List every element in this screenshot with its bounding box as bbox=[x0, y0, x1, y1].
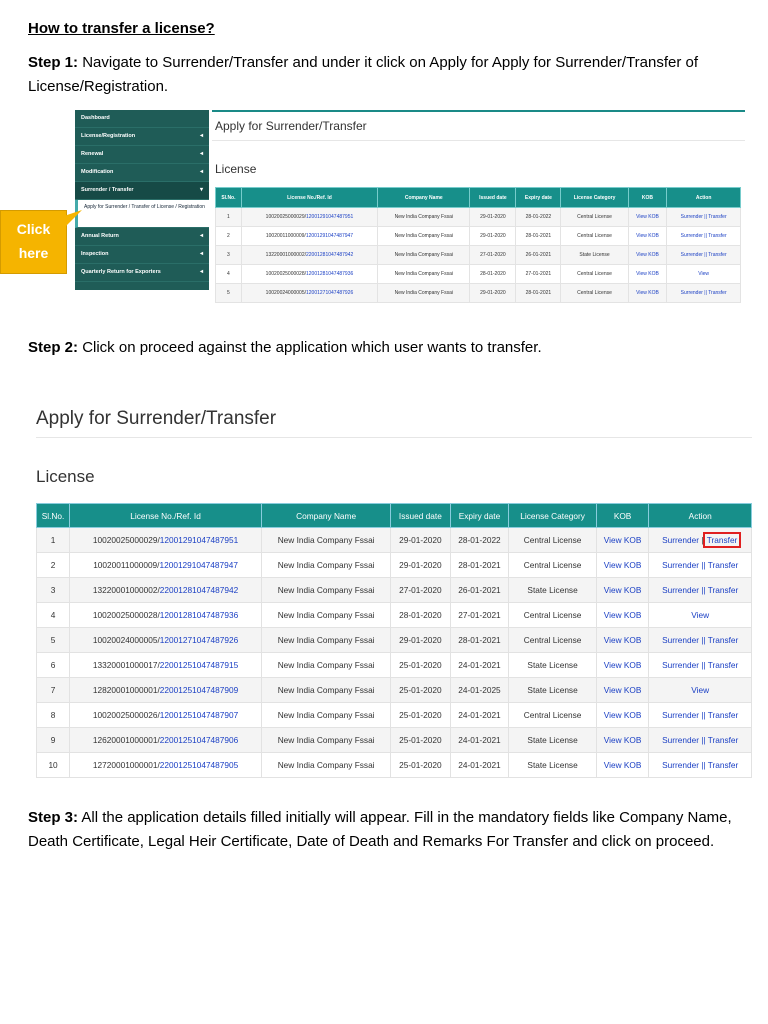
cell-action bbox=[667, 246, 741, 265]
cell-expiry: 28-01-2021 bbox=[516, 284, 561, 303]
column-header: KOB bbox=[596, 504, 649, 528]
cell-category: State License bbox=[509, 653, 596, 678]
cell-expiry: 24-01-2021 bbox=[450, 703, 509, 728]
view-kob-link[interactable]: View KOB bbox=[603, 660, 642, 670]
cell-company: New India Company Fssai bbox=[262, 603, 391, 628]
cell-kob bbox=[628, 208, 667, 227]
sidebar-item-label: Annual Return bbox=[81, 233, 119, 239]
cell-issued: 29-01-2020 bbox=[470, 227, 516, 246]
action-link[interactable]: Surrender || Transfer bbox=[662, 735, 739, 745]
cell-issued: 29-01-2020 bbox=[391, 553, 450, 578]
cell-kob bbox=[628, 246, 667, 265]
cell-issued: 25-01-2020 bbox=[391, 678, 450, 703]
step-2-label: Step 2: bbox=[28, 339, 79, 356]
table-row bbox=[37, 728, 752, 753]
chevron-icon: ▾ bbox=[199, 187, 203, 193]
table-row bbox=[216, 246, 741, 265]
cell-expiry: 26-01-2021 bbox=[450, 578, 509, 603]
cell-company: New India Company Fssai bbox=[378, 208, 470, 227]
cell-kob bbox=[596, 603, 649, 628]
license-number: 10020025000029/ bbox=[92, 535, 160, 545]
chevron-icon: ◂ bbox=[199, 251, 203, 257]
table-row bbox=[37, 678, 752, 703]
ref-id-link[interactable]: 12001291047487951 bbox=[159, 535, 239, 545]
ref-id-link[interactable]: 12001291047487947 bbox=[159, 560, 238, 570]
ref-id-link[interactable]: 22001281047487942 bbox=[306, 252, 354, 258]
ref-id-link[interactable]: 12001291047487951 bbox=[306, 214, 354, 220]
cell-issued: 29-01-2020 bbox=[470, 208, 516, 227]
cell-expiry: 24-01-2025 bbox=[450, 678, 509, 703]
chevron-icon: ◂ bbox=[199, 133, 203, 139]
cell-company: New India Company Fssai bbox=[262, 628, 391, 653]
cell-license-no bbox=[70, 553, 262, 578]
license-number: 13220001000002/ bbox=[265, 252, 306, 258]
cell-company: New India Company Fssai bbox=[262, 553, 391, 578]
cell-kob bbox=[596, 678, 649, 703]
cell-license-no bbox=[241, 227, 377, 246]
action-link[interactable]: Surrender || Transfer bbox=[662, 660, 739, 670]
cell-action bbox=[649, 703, 752, 728]
step-3-label: Step 3: bbox=[28, 809, 79, 826]
column-header: Issued date bbox=[470, 188, 516, 208]
cell-company: New India Company Fssai bbox=[262, 528, 391, 553]
step-2 bbox=[28, 336, 743, 360]
license-heading-small: License bbox=[215, 162, 257, 176]
cell-issued: 25-01-2020 bbox=[391, 753, 450, 778]
view-kob-link[interactable]: View KOB bbox=[603, 560, 642, 570]
cell-company: New India Company Fssai bbox=[262, 578, 391, 603]
ref-id-link[interactable]: 22001251047487905 bbox=[159, 760, 239, 770]
cell-license-no bbox=[70, 653, 262, 678]
sidebar-item[interactable] bbox=[75, 110, 209, 128]
top-accent-line bbox=[212, 110, 745, 112]
cell-kob bbox=[596, 578, 649, 603]
apply-title: Apply for Surrender/Transfer bbox=[36, 408, 277, 429]
ref-id-link[interactable]: 12001271047487926 bbox=[159, 635, 239, 645]
cell-sl-no: 2 bbox=[216, 227, 242, 246]
table-row bbox=[37, 578, 752, 603]
ref-id-link[interactable]: 22001251047487906 bbox=[159, 735, 239, 745]
table-row bbox=[37, 553, 752, 578]
cell-sl-no: 1 bbox=[216, 208, 242, 227]
cell-sl-no: 3 bbox=[216, 246, 242, 265]
cell-sl-no: 2 bbox=[37, 553, 70, 578]
license-number: 10020011000009/ bbox=[93, 560, 160, 570]
ref-id-link[interactable]: 22001251047487909 bbox=[159, 685, 239, 695]
ref-id-link[interactable]: 22001251047487915 bbox=[159, 660, 239, 670]
view-kob-link[interactable]: View KOB bbox=[603, 535, 642, 545]
cell-category: Central License bbox=[561, 227, 628, 246]
cell-kob bbox=[596, 753, 649, 778]
cell-action bbox=[649, 678, 752, 703]
cell-kob bbox=[628, 284, 667, 303]
license-number: 12720001000001/ bbox=[92, 760, 160, 770]
sidebar-item[interactable] bbox=[75, 128, 209, 146]
cell-category: State License bbox=[509, 728, 596, 753]
sidebar-item-label: Modification bbox=[81, 169, 114, 175]
action-link[interactable]: Surrender || Transfer bbox=[662, 585, 739, 595]
cell-sl-no: 5 bbox=[216, 284, 242, 303]
action-link[interactable]: Surrender || Transfer bbox=[662, 635, 739, 645]
column-header: Action bbox=[667, 188, 741, 208]
sidebar-item-label: Apply for Surrender / Transfer of License / Registration bbox=[84, 204, 205, 210]
cell-action bbox=[649, 753, 752, 778]
sidebar-item[interactable] bbox=[75, 146, 209, 164]
apply-title-small: Apply for Surrender/Transfer bbox=[215, 119, 367, 133]
cell-company: New India Company Fssai bbox=[378, 227, 470, 246]
cell-action bbox=[667, 208, 741, 227]
column-header: Sl.No. bbox=[216, 188, 242, 208]
callout-line-2: here bbox=[18, 245, 49, 261]
view-kob-link[interactable]: View KOB bbox=[636, 252, 659, 258]
sidebar-item[interactable] bbox=[75, 264, 209, 282]
cell-action bbox=[649, 628, 752, 653]
view-kob-link[interactable]: View KOB bbox=[603, 685, 642, 695]
cell-expiry: 24-01-2021 bbox=[450, 653, 509, 678]
column-header: Company Name bbox=[378, 188, 470, 208]
cell-issued: 25-01-2020 bbox=[391, 703, 450, 728]
table-row bbox=[37, 528, 752, 553]
view-kob-link[interactable]: View KOB bbox=[603, 710, 642, 720]
cell-kob bbox=[596, 728, 649, 753]
column-header: License No./Ref. Id bbox=[241, 188, 377, 208]
cell-issued: 27-01-2020 bbox=[470, 246, 516, 265]
license-number: 13220001000002/ bbox=[92, 585, 160, 595]
cell-issued: 28-01-2020 bbox=[470, 265, 516, 284]
cell-kob bbox=[596, 553, 649, 578]
cell-expiry: 28-01-2021 bbox=[516, 227, 561, 246]
sidebar-item-label: Quarterly Return for Exporters bbox=[81, 269, 161, 275]
cell-sl-no: 8 bbox=[37, 703, 70, 728]
sidebar-item-label: Dashboard bbox=[81, 115, 110, 121]
action-link[interactable]: Surrender || Transfer bbox=[662, 710, 739, 720]
action-link[interactable]: Surrender || Transfer bbox=[662, 760, 739, 770]
sidebar-item-label: Surrender / Transfer bbox=[81, 187, 134, 193]
cell-action bbox=[667, 227, 741, 246]
sidebar-item[interactable] bbox=[75, 182, 209, 200]
action-link[interactable]: Surrender || Transfer bbox=[680, 290, 727, 296]
chevron-icon: ◂ bbox=[199, 169, 203, 175]
column-header: Action bbox=[649, 504, 752, 528]
cell-issued: 29-01-2020 bbox=[391, 628, 450, 653]
table-row bbox=[216, 227, 741, 246]
cell-license-no bbox=[70, 528, 262, 553]
column-header: Expiry date bbox=[516, 188, 561, 208]
cell-sl-no: 4 bbox=[216, 265, 242, 284]
sidebar-item[interactable] bbox=[75, 246, 209, 264]
column-header: Sl.No. bbox=[37, 504, 70, 528]
cell-expiry: 28-01-2022 bbox=[516, 208, 561, 227]
cell-kob bbox=[628, 265, 667, 284]
cell-action bbox=[667, 265, 741, 284]
cell-category: State License bbox=[561, 246, 628, 265]
license-number: 10020011000009/ bbox=[265, 233, 306, 239]
divider bbox=[212, 140, 745, 141]
cell-sl-no: 7 bbox=[37, 678, 70, 703]
sidebar-item[interactable] bbox=[75, 228, 209, 246]
cell-sl-no: 3 bbox=[37, 578, 70, 603]
chevron-icon: ◂ bbox=[199, 269, 203, 275]
cell-sl-no: 4 bbox=[37, 603, 70, 628]
step-3-text: All the application details filled initially will appear. Fill in the mandatory fields like Company Name, Death Certificate, Legal Heir Certificate, Date of Death and Remarks For Transfer and click on proceed. bbox=[28, 809, 732, 850]
license-heading: License bbox=[36, 467, 95, 486]
cell-sl-no: 9 bbox=[37, 728, 70, 753]
cell-expiry: 27-01-2021 bbox=[450, 603, 509, 628]
license-number: 12820001000001/ bbox=[92, 685, 160, 695]
cell-expiry: 24-01-2021 bbox=[450, 753, 509, 778]
cell-expiry: 24-01-2021 bbox=[450, 728, 509, 753]
cell-license-no bbox=[241, 265, 377, 284]
cell-sl-no: 1 bbox=[37, 528, 70, 553]
ref-id-link[interactable]: 12001281047487936 bbox=[306, 271, 354, 277]
cell-kob bbox=[596, 703, 649, 728]
cell-sl-no: 6 bbox=[37, 653, 70, 678]
cell-company: New India Company Fssai bbox=[262, 728, 391, 753]
cell-action bbox=[649, 728, 752, 753]
cell-action bbox=[649, 528, 752, 553]
sidebar-item[interactable] bbox=[75, 164, 209, 182]
action-link[interactable]: View bbox=[691, 610, 710, 620]
cell-company: New India Company Fssai bbox=[378, 246, 470, 265]
license-number: 10020025000028/ bbox=[265, 271, 306, 277]
cell-license-no bbox=[70, 628, 262, 653]
sidebar-menu bbox=[75, 110, 209, 290]
cell-company: New India Company Fssai bbox=[262, 753, 391, 778]
callout-line-1: Click bbox=[16, 221, 51, 237]
license-table bbox=[36, 503, 752, 778]
divider bbox=[36, 437, 752, 438]
cell-license-no bbox=[70, 678, 262, 703]
ref-id-link[interactable]: 22001281047487942 bbox=[159, 585, 239, 595]
cell-action bbox=[649, 603, 752, 628]
transfer-link-highlighted[interactable]: Transfer bbox=[706, 535, 738, 545]
ref-id-link[interactable]: 12001291047487947 bbox=[305, 233, 354, 239]
cell-kob bbox=[596, 628, 649, 653]
table-row bbox=[37, 603, 752, 628]
sidebar-item-label: License/Registration bbox=[81, 133, 136, 139]
cell-issued: 27-01-2020 bbox=[391, 578, 450, 603]
column-header: Company Name bbox=[262, 504, 391, 528]
license-number: 10020025000026/ bbox=[92, 710, 160, 720]
cell-category: Central License bbox=[509, 603, 596, 628]
column-header: KOB bbox=[628, 188, 667, 208]
chevron-icon: ◂ bbox=[199, 151, 203, 157]
cell-category: Central License bbox=[561, 284, 628, 303]
step-1-text: Navigate to Surrender/Transfer and under it click on Apply for Apply for Surrender/Transfer of License/Registration. bbox=[28, 54, 699, 95]
cell-expiry: 27-01-2021 bbox=[516, 265, 561, 284]
license-number: 10020024000005/ bbox=[92, 635, 160, 645]
cell-issued: 25-01-2020 bbox=[391, 653, 450, 678]
view-kob-link[interactable]: View KOB bbox=[636, 214, 659, 220]
table-row bbox=[37, 753, 752, 778]
cell-expiry: 28-01-2022 bbox=[450, 528, 509, 553]
cell-issued: 28-01-2020 bbox=[391, 603, 450, 628]
action-link[interactable]: Surrender || Transfer bbox=[680, 252, 727, 258]
cell-kob bbox=[596, 653, 649, 678]
step-1-label: Step 1: bbox=[28, 54, 79, 71]
cell-sl-no: 10 bbox=[37, 753, 70, 778]
cell-issued: 29-01-2020 bbox=[470, 284, 516, 303]
cell-category: Central License bbox=[509, 553, 596, 578]
license-number: 10020025000028/ bbox=[92, 610, 160, 620]
view-kob-link[interactable]: View KOB bbox=[603, 585, 642, 595]
cell-license-no bbox=[241, 208, 377, 227]
callout-pointer-icon bbox=[64, 210, 82, 232]
cell-category: Central License bbox=[509, 703, 596, 728]
column-header: License Category bbox=[509, 504, 596, 528]
step-1 bbox=[28, 51, 743, 99]
cell-action bbox=[667, 284, 741, 303]
cell-company: New India Company Fssai bbox=[262, 653, 391, 678]
view-kob-link[interactable]: View KOB bbox=[636, 233, 659, 239]
cell-action bbox=[649, 653, 752, 678]
action-link[interactable]: View bbox=[691, 685, 710, 695]
cell-license-no bbox=[241, 246, 377, 265]
action-link[interactable]: Surrender || Transfer bbox=[662, 560, 739, 570]
cell-company: New India Company Fssai bbox=[378, 265, 470, 284]
cell-issued: 29-01-2020 bbox=[391, 528, 450, 553]
surrender-link[interactable]: Surrender bbox=[662, 535, 699, 545]
cell-license-no bbox=[70, 703, 262, 728]
license-number: 13320001000017/ bbox=[92, 660, 160, 670]
cell-category: State License bbox=[509, 578, 596, 603]
cell-license-no bbox=[70, 578, 262, 603]
action-link[interactable]: Surrender || Transfer bbox=[680, 233, 727, 239]
sidebar-item-label: Renewal bbox=[81, 151, 104, 157]
view-kob-link[interactable]: View KOB bbox=[636, 271, 659, 277]
cell-expiry: 28-01-2021 bbox=[450, 628, 509, 653]
step-2-text: Click on proceed against the application which user wants to transfer. bbox=[82, 339, 542, 356]
cell-category: State License bbox=[509, 678, 596, 703]
column-header: Issued date bbox=[391, 504, 450, 528]
cell-company: New India Company Fssai bbox=[262, 678, 391, 703]
table-row bbox=[37, 703, 752, 728]
column-header: License Category bbox=[561, 188, 628, 208]
column-header: Expiry date bbox=[450, 504, 509, 528]
cell-category: Central License bbox=[509, 528, 596, 553]
cell-issued: 25-01-2020 bbox=[391, 728, 450, 753]
cell-category: Central License bbox=[509, 628, 596, 653]
cell-license-no bbox=[70, 728, 262, 753]
cell-license-no bbox=[70, 753, 262, 778]
license-number: 10020025000029/ bbox=[265, 214, 306, 220]
step-3 bbox=[28, 806, 743, 854]
cell-expiry: 26-01-2021 bbox=[516, 246, 561, 265]
table-row bbox=[37, 653, 752, 678]
cell-license-no bbox=[241, 284, 377, 303]
action-link[interactable]: View bbox=[698, 271, 710, 277]
sidebar-subitem-apply[interactable] bbox=[75, 200, 209, 228]
action-link[interactable]: Surrender || Transfer bbox=[680, 214, 727, 220]
cell-category: Central License bbox=[561, 208, 628, 227]
table-row bbox=[216, 265, 741, 284]
table-row bbox=[37, 628, 752, 653]
view-kob-link[interactable]: View KOB bbox=[603, 635, 642, 645]
cell-license-no bbox=[70, 603, 262, 628]
cell-action bbox=[649, 578, 752, 603]
chevron-icon: ◂ bbox=[199, 233, 203, 239]
ref-id-link[interactable]: 12001251047487907 bbox=[159, 710, 239, 720]
column-header: License No./Ref. Id bbox=[70, 504, 262, 528]
cell-kob bbox=[628, 227, 667, 246]
callout-text bbox=[0, 217, 67, 265]
action-separator: | bbox=[698, 535, 706, 545]
screenshot-step-1 bbox=[75, 110, 745, 296]
table-row bbox=[216, 208, 741, 227]
cell-kob bbox=[596, 528, 649, 553]
ref-id-link[interactable]: 12001271047487926 bbox=[306, 290, 354, 296]
cell-expiry: 28-01-2021 bbox=[450, 553, 509, 578]
view-kob-link[interactable]: View KOB bbox=[603, 610, 642, 620]
cell-sl-no: 5 bbox=[37, 628, 70, 653]
view-kob-link[interactable]: View KOB bbox=[603, 760, 642, 770]
license-number: 10020024000005/ bbox=[265, 290, 306, 296]
cell-company: New India Company Fssai bbox=[378, 284, 470, 303]
cell-action bbox=[649, 553, 752, 578]
ref-id-link[interactable]: 12001281047487936 bbox=[159, 610, 239, 620]
click-here-callout bbox=[0, 210, 67, 274]
cell-category: State License bbox=[509, 753, 596, 778]
view-kob-link[interactable]: View KOB bbox=[603, 735, 642, 745]
table-row bbox=[216, 284, 741, 303]
license-table-small bbox=[215, 187, 741, 303]
apply-panel-small bbox=[212, 110, 745, 296]
cell-category: Central License bbox=[561, 265, 628, 284]
view-kob-link[interactable]: View KOB bbox=[636, 290, 659, 296]
page-heading: How to transfer a license? bbox=[28, 20, 215, 37]
license-number: 12620001000001/ bbox=[92, 735, 160, 745]
sidebar-item-label: Inspection bbox=[81, 251, 109, 257]
cell-company: New India Company Fssai bbox=[262, 703, 391, 728]
